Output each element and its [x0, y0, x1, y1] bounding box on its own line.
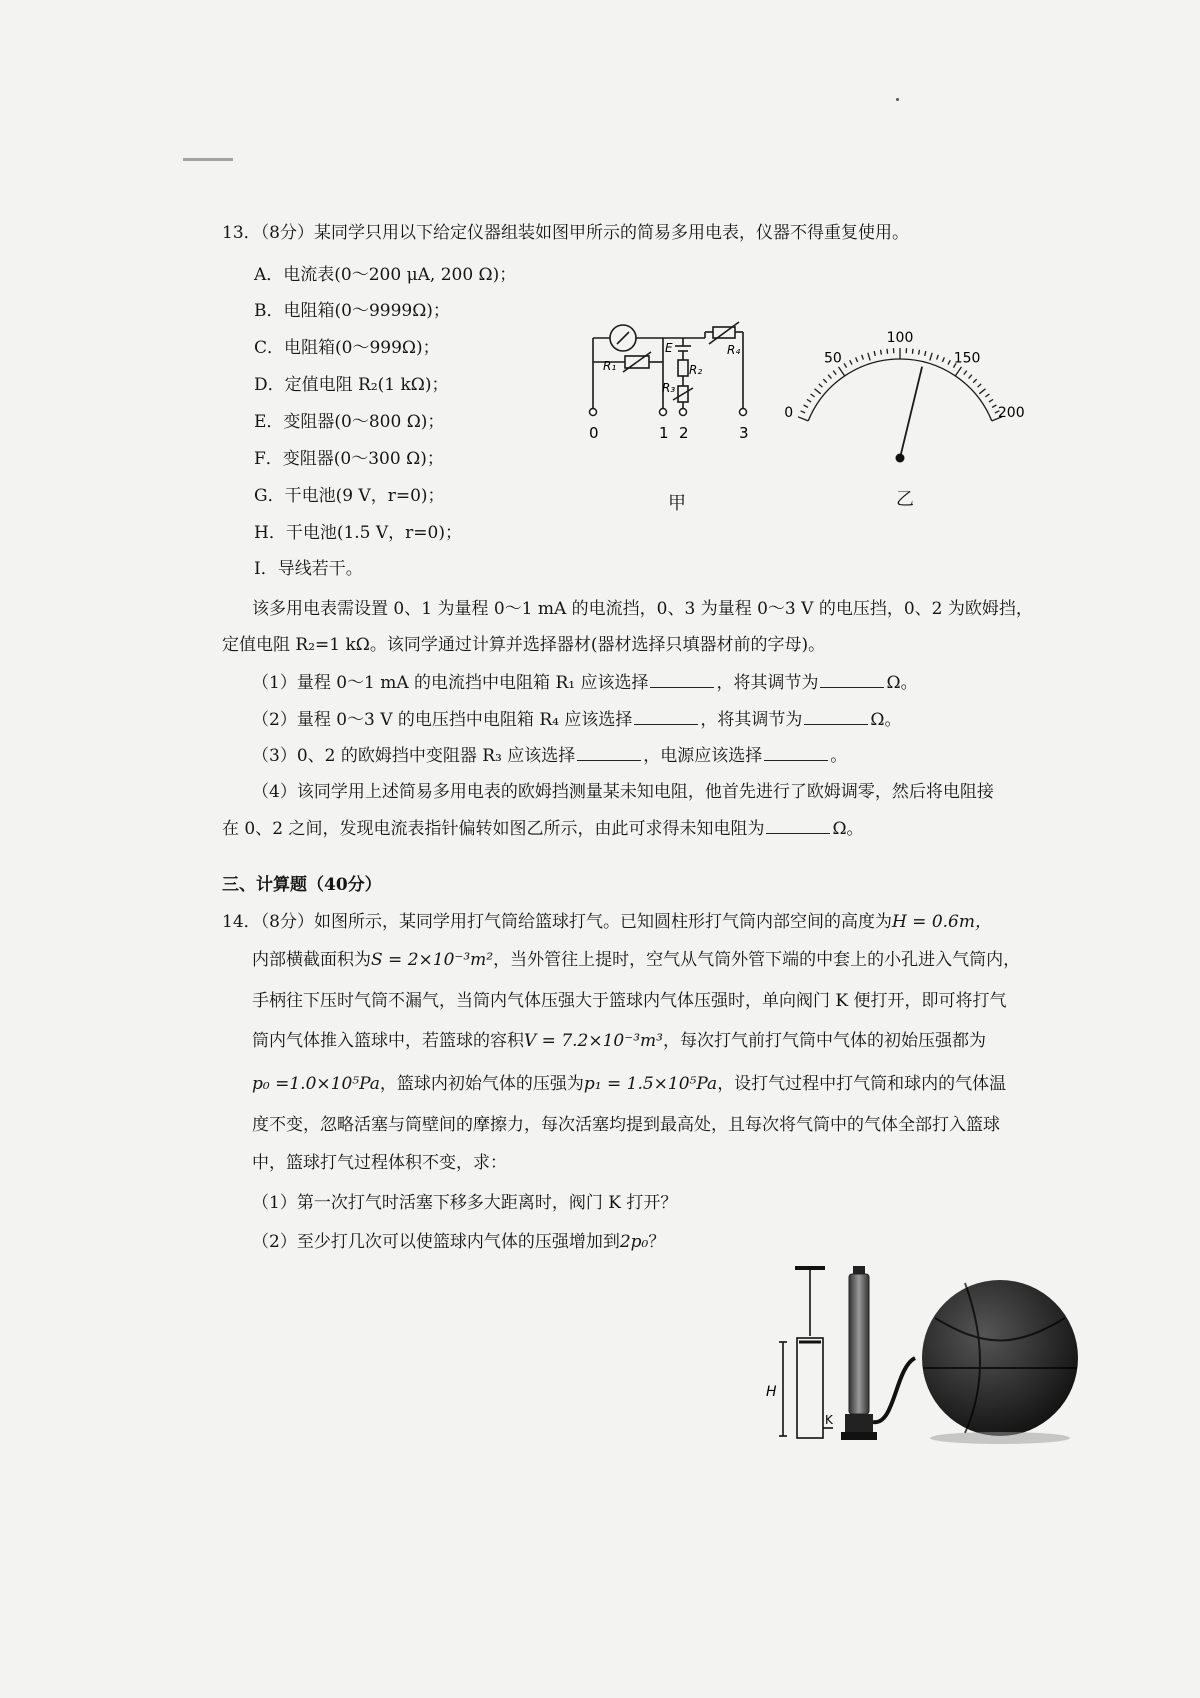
meter-tick: [989, 399, 993, 402]
label-r1: R₁: [603, 359, 617, 373]
q13-part3: （3）0、2 的欧姆挡中变阻器 R₃ 应该选择 ，电源应该选择 。: [252, 746, 848, 766]
answer-blank-1a[interactable]: [650, 671, 714, 688]
q13-part4-line2: 在 0、2 之间，发现电流表指针偏转如图乙所示，由此可求得未知电阻为 Ω。: [222, 819, 864, 839]
terminal-1: 1: [659, 424, 669, 442]
q13-part1: （1）量程 0～1 mA 的电流挡中电阻箱 R₁ 应该选择 ，将其调节为 Ω。: [252, 673, 918, 693]
meter-tick: [992, 405, 996, 407]
answer-blank-2a[interactable]: [634, 708, 698, 725]
meter-tick: [850, 360, 852, 364]
meter-scale-label: 200: [997, 405, 1025, 422]
meter-scale-label: 0: [784, 405, 794, 422]
meter-tick: [874, 351, 875, 356]
meter-tick: [801, 411, 806, 413]
meter-tick: [937, 355, 939, 360]
meter-tick: [833, 371, 836, 375]
q14-line1: 14．（8分）如图所示，某同学用打气筒给篮球打气。已知圆柱形打气筒内部空间的高度为H = 0.6m，: [222, 912, 992, 932]
q13-option-h: H．干电池(1.5 V，r=0)；: [254, 523, 462, 543]
q14-line6: 度不变，忽略活塞与筒壁间的摩擦力，每次活塞均提到最高处，且每次将气筒中的气体全部打入篮球: [252, 1115, 1000, 1135]
q13-option-f: F．变阻器(0～300 Ω)；: [254, 449, 444, 469]
label-r2: R₂: [689, 363, 703, 377]
meter-tick: [881, 350, 882, 355]
meter-pivot: [896, 454, 905, 463]
meter-tick: [828, 375, 831, 379]
meter-arc: [808, 359, 992, 421]
meter-tick: [868, 353, 870, 361]
meter-tick: [973, 379, 976, 383]
answer-blank-1b[interactable]: [820, 671, 884, 688]
q13-stem: 13．（8分）某同学只用以下给定仪器组装如图甲所示的简易多用电表，仪器不得重复使用。: [222, 223, 909, 243]
circuit-diagram-jia: [585, 318, 775, 518]
q14-line2: 内部横截面积为S = 2×10⁻³m²，当外管往上提时，空气从气筒外管下端的中套上的小孔进入气筒内，: [252, 950, 1021, 970]
meter-tick: [978, 384, 982, 387]
q13-part2: （2）量程 0～3 V 的电压挡中电阻箱 R₄ 应该选择 ，将其调节为 Ω。: [252, 710, 902, 730]
meter-tick: [856, 357, 858, 362]
scan-artifact: [183, 158, 233, 161]
q13-option-i: I．导线若干。: [254, 559, 363, 579]
label-k: K: [825, 1413, 833, 1427]
meter-tick: [969, 375, 972, 379]
q14-line5: p₀ =1.0×10⁵Pa，篮球内初始气体的压强为p₁ = 1.5×10⁵Pa，设打气过程中打气筒和球内的气体温: [252, 1074, 1007, 1094]
q14-line7: 中，篮球打气过程体积不变，求：: [252, 1153, 507, 1173]
meter-tick: [844, 363, 847, 367]
answer-blank-4[interactable]: [766, 817, 830, 834]
meter-tick: [942, 357, 944, 362]
meter-tick: [862, 355, 864, 360]
q13-desc-line1: 该多用电表需设置 0、1 为量程 0～1 mA 的电流挡，0、3 为量程 0～3 V 的电压挡，0、2 为欧姆挡，: [252, 599, 1033, 619]
answer-blank-3b[interactable]: [764, 744, 828, 761]
meter-tick: [912, 349, 913, 354]
pump-basketball-figure: [765, 1258, 1095, 1448]
q14-question2: （2）至少打几次可以使篮球内气体的压强增加到2p₀？: [252, 1232, 666, 1252]
meter-scale-label: 100: [886, 330, 914, 346]
scan-speck: [896, 98, 899, 101]
meter-tick: [887, 349, 888, 354]
meter-tick: [823, 379, 826, 383]
meter-tick: [811, 394, 815, 397]
meter-tick: [985, 394, 989, 397]
meter-tick: [807, 399, 811, 402]
meter-tick: [919, 350, 920, 355]
meter-tick: [964, 371, 967, 375]
meter-tick: [819, 384, 823, 387]
q14-line3: 手柄往下压时气筒不漏气，当筒内气体压强大于篮球内气体压强时，单向阀门 K 便打开，即可将打气: [252, 991, 1007, 1011]
answer-blank-2b[interactable]: [804, 708, 868, 725]
meter-tick: [979, 389, 985, 394]
q14-question1: （1）第一次打气时活塞下移多大距离时，阀门 K 打开？: [252, 1193, 678, 1213]
label-r4: R₄: [727, 343, 741, 357]
q13-option-e: E．变阻器(0～800 Ω)；: [254, 412, 445, 432]
label-e: E: [665, 341, 673, 355]
section-title: 三、计算题（40分）: [222, 875, 382, 895]
q14-line4: 筒内气体推入篮球中，若篮球的容积V = 7.2×10⁻³m³，每次打气前打气筒中气体的初始压强都为: [252, 1031, 986, 1051]
q13-desc-line2: 定值电阻 R₂=1 kΩ。该同学通过计算并选择器材(器材选择只填器材前的字母)。: [222, 635, 826, 655]
q13-part4-line1: （4）该同学用上述简易多用电表的欧姆挡测量某未知电阻，他首先进行了欧姆调零，然后将电阻接: [252, 782, 994, 802]
meter-dial-yi: [784, 318, 1025, 498]
caption-yi: 乙: [896, 489, 914, 510]
q13-option-b: B．电阻箱(0～9999Ω)；: [254, 301, 450, 321]
terminal-3: 3: [739, 424, 749, 442]
meter-tick: [948, 360, 950, 364]
meter-pointer: [900, 367, 922, 458]
q13-option-d: D．定值电阻 R₂(1 kΩ)；: [254, 375, 449, 395]
q13-option-c: C．电阻箱(0～999Ω)；: [254, 338, 440, 358]
meter-tick: [815, 389, 821, 394]
q13-option-a: A．电流表(0～200 μA, 200 Ω)；: [254, 265, 517, 285]
label-r3: R₃: [662, 381, 676, 395]
answer-blank-3a[interactable]: [577, 744, 641, 761]
caption-jia: 甲: [668, 493, 686, 514]
meter-scale-label: 150: [953, 350, 981, 367]
meter-tick: [930, 353, 932, 361]
terminal-0: 0: [589, 424, 599, 442]
label-h: H: [766, 1384, 777, 1400]
meter-tick: [804, 405, 808, 407]
meter-tick: [925, 351, 926, 356]
meter-scale-label: 50: [823, 350, 842, 367]
meter-tick: [798, 417, 808, 421]
terminal-2: 2: [679, 424, 689, 442]
meter-tick: [838, 367, 844, 376]
meter-tick: [955, 367, 961, 376]
q13-option-g: G．干电池(9 V，r=0)；: [254, 486, 445, 506]
